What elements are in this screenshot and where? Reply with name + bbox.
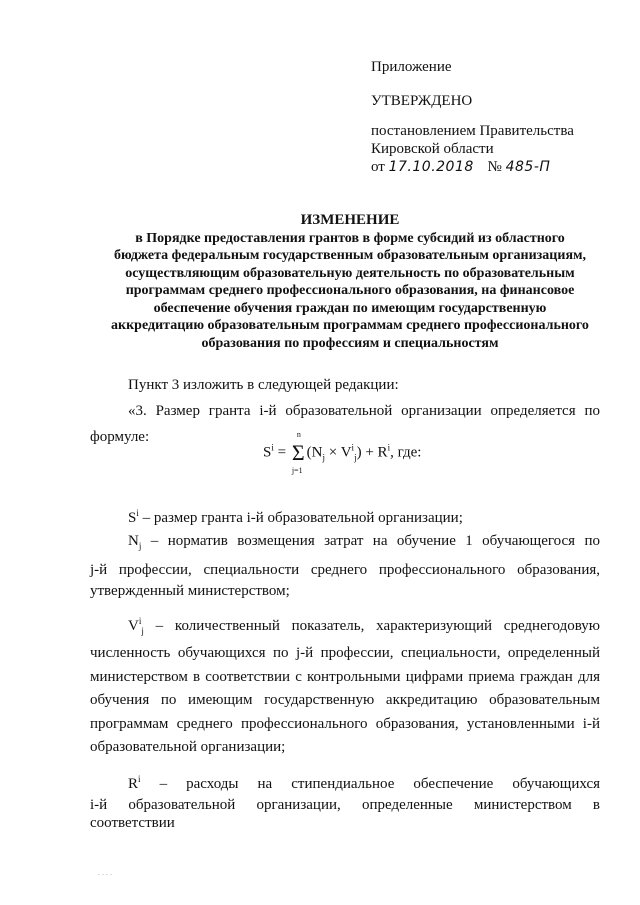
def-v-text: – количественный показатель, характеризующий среднегодовую xyxy=(155,618,600,634)
title-line: в Порядке предоставления грантов в форме субсидий из областного xyxy=(135,230,565,246)
title-heading: ИЗМЕНЕНИЕ xyxy=(300,212,400,228)
formula-v-sub: j xyxy=(354,452,357,463)
approved-by-line1: постановлением Правительства xyxy=(371,123,574,139)
definition-v: $V^i_j$ – количественный показатель, характеризующий среднегодовую xyxy=(128,616,600,636)
formula-v: V xyxy=(340,444,352,461)
def-s-text: – размер гранта i-й образовательной организации; xyxy=(142,510,463,526)
paragraph-3-line2: формуле: xyxy=(90,429,150,445)
formula-eq: = xyxy=(277,444,287,461)
sum-lower: j=1 xyxy=(291,466,303,475)
formula-s-sup: i xyxy=(271,442,274,453)
def-s-sup: i xyxy=(136,508,139,518)
def-n-sub: j xyxy=(138,541,142,551)
def-r-sup: i xyxy=(138,774,141,784)
formula-r-sup: i xyxy=(387,442,391,453)
handwritten-date: 17.10.2018 xyxy=(388,159,474,175)
formula-s: S xyxy=(263,444,272,461)
definition-r-continued: i-й образовательной организации, определенные министерством в соответствии xyxy=(90,797,600,831)
title-line: обеспечение обучения граждан по имеющим государственную xyxy=(153,300,547,316)
formula-tail: , где: xyxy=(390,444,422,461)
approved-by-line2: Кировской области xyxy=(371,141,494,157)
appendix-label: Приложение xyxy=(371,59,452,75)
formula-plus: + xyxy=(365,444,374,461)
title-line: бюджета федеральным государственным образовательным организациям, xyxy=(113,248,587,263)
title-line: аккредитацию образовательным программам среднего профессионального xyxy=(111,318,589,333)
def-r-text: – расходы на стипендиальное обеспечение обучающихся xyxy=(159,776,601,792)
sum-upper: n xyxy=(296,430,301,439)
paragraph-intro: Пункт 3 изложить в следующей редакции: xyxy=(128,377,399,393)
title-line: осуществляющим образовательную деятельность по образовательным xyxy=(125,265,575,281)
definition-n-continued: j-й профессии, специальности среднего профессионального образования, утвержденный министерством; xyxy=(90,562,600,599)
title-line: образования по профессиям и специальностям xyxy=(201,335,499,351)
paragraph-3-line1: «3. Размер гранта i-й образовательной организации определяется по xyxy=(128,403,600,419)
number-sign: № xyxy=(487,159,502,175)
formula-n: N xyxy=(311,444,323,461)
handwritten-number: 485-П xyxy=(505,159,551,175)
formula-v-sup: i xyxy=(351,442,355,453)
sum-symbol: Σ n j=1 xyxy=(291,430,305,475)
definition-v-continued: численность обучающихся по j-й профессии, специальности, определенный министерством в соответствии с контрольными цифрами приема граждан для обучения по имеющим государственную аккредитацию образовательным программам среднего профессионального образования, установленными i-й образовательной организации; xyxy=(90,645,600,755)
document-title xyxy=(60,212,640,352)
def-v-sup: i xyxy=(138,616,142,626)
definition-n: $N_j$ – норматив возмещения затрат на обучение 1 обучающегося по xyxy=(128,533,601,551)
formula-n-sub: j xyxy=(322,452,325,463)
formula-r: R xyxy=(377,444,388,461)
def-v-sub: j xyxy=(141,626,144,636)
approval-date-line xyxy=(371,158,550,176)
approved-label: УТВЕРЖДЕНО xyxy=(371,93,473,109)
title-line: программам среднего профессионального образования, на финансовое xyxy=(125,283,575,298)
definition-s: $S^i$ – размер гранта i-й образовательной организации; xyxy=(128,508,463,526)
definition-r: $R^i$ – расходы на стипендиальное обеспечение обучающихся xyxy=(128,774,601,792)
formula-times: × xyxy=(328,444,338,461)
page-footer-mark: . . . . xyxy=(98,868,112,877)
date-prefix: от xyxy=(371,159,385,175)
grant-formula: $S^i = \Sigma$ n j=1 $(N_j \times V^i_j) + R^i$, где: xyxy=(263,430,422,475)
def-n-text: – норматив возмещения затрат на обучение 1 обучающегося по xyxy=(150,533,601,549)
